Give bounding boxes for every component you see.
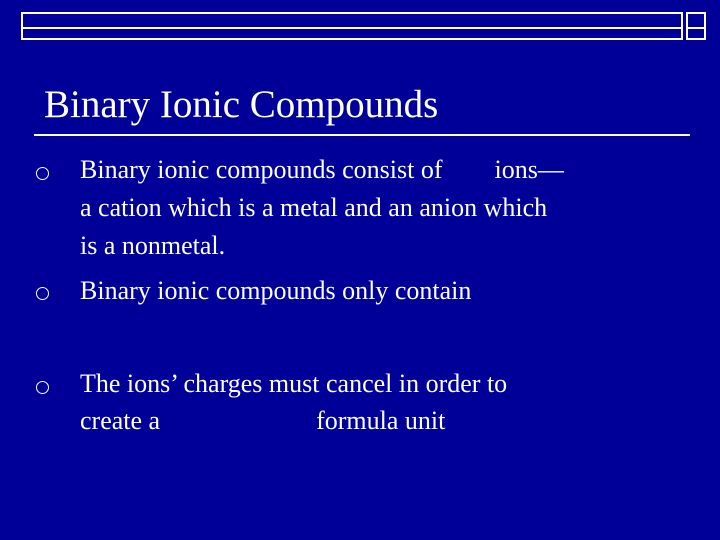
title-underline xyxy=(34,134,690,136)
bullet-2-icon xyxy=(32,282,52,302)
bullet-2-line-1: Binary ionic compounds only contain xyxy=(80,276,472,305)
bullet-3-line-1: The ions’ charges must cancel in order to xyxy=(80,369,508,398)
bullet-3-line-2: create a formula unit xyxy=(80,406,446,435)
bullet-1-icon xyxy=(32,162,52,182)
decorative-top-bar-lower xyxy=(21,28,683,40)
bullet-1-line-1: Binary ionic compounds consist of ions— xyxy=(80,155,564,184)
bullet-1-line-2: a cation which is a metal and an anion which xyxy=(80,193,548,222)
slide-title: Binary Ionic Compounds xyxy=(44,83,439,126)
decorative-corner-box xyxy=(686,12,706,29)
bullet-3-icon xyxy=(32,376,52,396)
decorative-top-bar xyxy=(21,12,683,29)
bullet-1-line-3: is a nonmetal. xyxy=(80,231,226,260)
decorative-corner-box-lower xyxy=(686,28,706,40)
